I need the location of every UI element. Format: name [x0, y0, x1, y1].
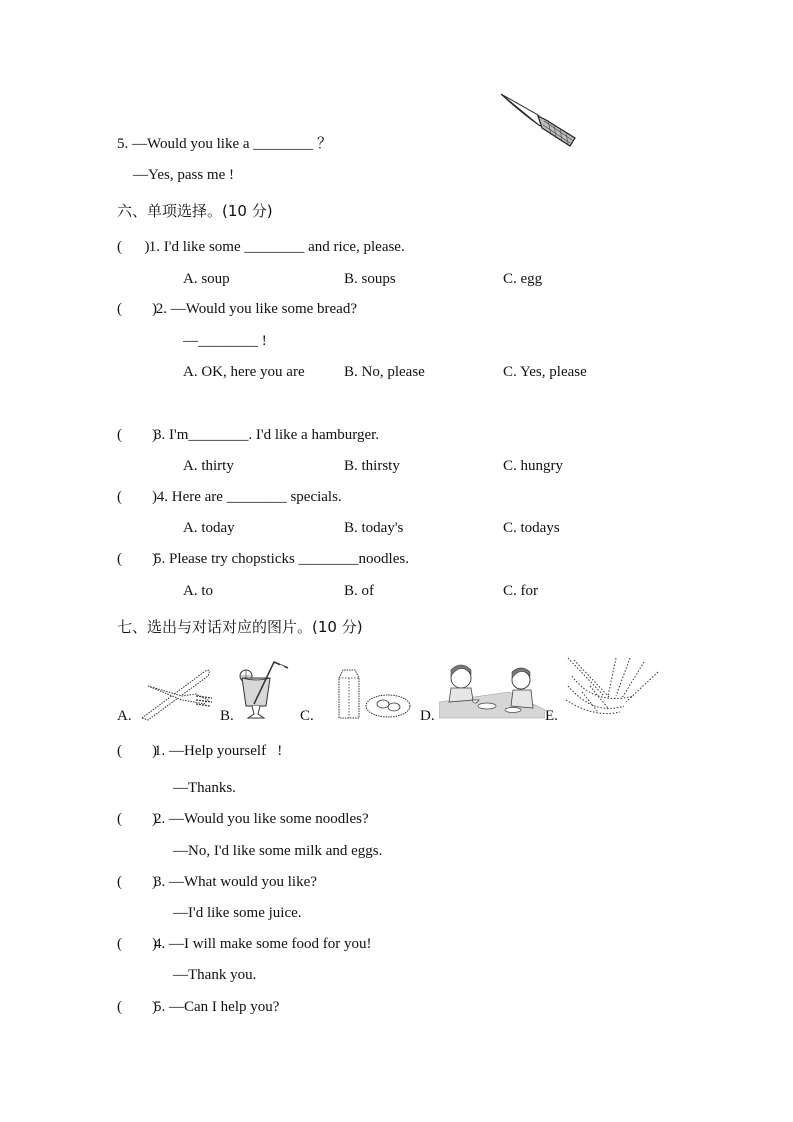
picture-c-label: C. [300, 708, 314, 724]
s6-q3-paren[interactable]: ( ) [117, 427, 157, 443]
s6-q5-paren[interactable]: ( ) [117, 551, 157, 567]
s7-q4-paren[interactable]: ( ) [117, 936, 157, 952]
knife-icon [498, 90, 578, 150]
knife-and-fork-icon [138, 664, 216, 722]
s6-q3-option-c[interactable]: C. hungry [503, 458, 563, 474]
picture-d-label: D. [420, 708, 435, 724]
juice-glass-icon [236, 656, 298, 722]
s6-q1-text: 1. I'd like some ________ and rice, please. [145, 239, 405, 255]
milk-and-eggs-icon [333, 668, 413, 720]
s6-q5-option-a[interactable]: A. to [183, 583, 213, 599]
s7-q4-line2: —Thank you. [173, 967, 257, 983]
s7-q5-paren[interactable]: ( ) [117, 999, 157, 1015]
s7-q1-paren[interactable]: ( ) [117, 743, 157, 759]
picture-e-label: E. [545, 708, 558, 724]
s6-q2-reply: —________ ! [183, 333, 267, 349]
s6-q4-option-a[interactable]: A. today [183, 520, 235, 536]
s6-q1-option-b[interactable]: B. soups [344, 271, 396, 287]
s6-q2-paren[interactable]: ( ) [117, 301, 157, 317]
s6-q4-option-c[interactable]: C. todays [503, 520, 560, 536]
s7-q4-line1: 4. —I will make some food for you! [154, 936, 372, 952]
s6-q1-option-c[interactable]: C. egg [503, 271, 543, 287]
section-7-title: 七、选出与对话对应的图片。(10 分) [117, 618, 363, 636]
picture-a-label: A. [117, 708, 132, 724]
s7-q1-line2: —Thanks. [173, 780, 236, 796]
s7-q3-line1: 3. —What would you like? [154, 874, 317, 890]
section-6-title: 六、单项选择。(10 分) [117, 202, 273, 220]
s6-q2-option-c[interactable]: C. Yes, please [503, 364, 587, 380]
s6-q2-text: 2. —Would you like some bread? [152, 301, 357, 317]
s6-q1-paren[interactable]: ( ) [117, 239, 150, 255]
s7-q3-paren[interactable]: ( ) [117, 874, 157, 890]
s6-q1-option-a[interactable]: A. soup [183, 271, 230, 287]
s7-q2-line2: —No, I'd like some milk and eggs. [173, 843, 383, 859]
s6-q3-option-a[interactable]: A. thirty [183, 458, 234, 474]
s6-q4-option-b[interactable]: B. today's [344, 520, 404, 536]
s6-q4-text: 4. Here are ________ specials. [153, 489, 342, 505]
s6-q2-option-b[interactable]: B. No, please [344, 364, 425, 380]
s6-q4-paren[interactable]: ( ) [117, 489, 157, 505]
noodles-bowl-icon [564, 656, 662, 718]
s6-q5-option-c[interactable]: C. for [503, 583, 538, 599]
question-5-prompt: 5. —Would you like a ________ ？ [117, 136, 333, 152]
s6-q3-option-b[interactable]: B. thirsty [344, 458, 400, 474]
s6-q2-option-a[interactable]: A. OK, here you are [183, 364, 305, 380]
s7-q3-line2: —I'd like some juice. [173, 905, 302, 921]
s6-q3-text: 3. I'm________. I'd like a hamburger. [154, 427, 380, 443]
question-5-reply: —Yes, pass me ! [133, 167, 234, 183]
picture-b-label: B. [220, 708, 234, 724]
s7-q1-line1: 1. —Help yourself ! [154, 743, 283, 759]
children-eating-icon [439, 662, 545, 720]
s7-q5-line1: 5. —Can I help you? [154, 999, 280, 1015]
s6-q5-option-b[interactable]: B. of [344, 583, 374, 599]
s7-q2-paren[interactable]: ( ) [117, 811, 157, 827]
s6-q5-text: 5. Please try chopsticks ________noodles. [154, 551, 409, 567]
s7-q2-line1: 2. —Would you like some noodles? [154, 811, 369, 827]
